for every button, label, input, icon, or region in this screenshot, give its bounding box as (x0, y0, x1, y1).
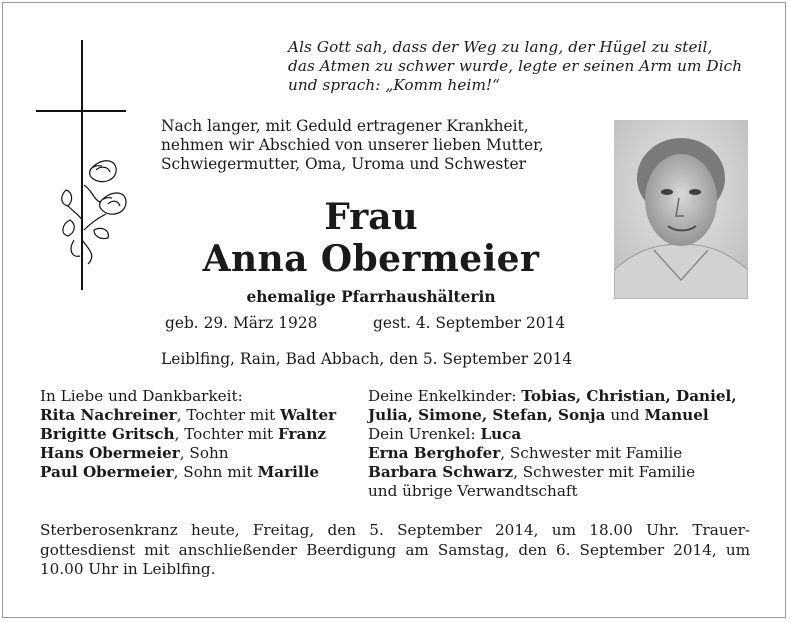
portrait-photo (614, 120, 748, 299)
mourner-line: Paul Obermeier, Sohn mit Marille (40, 463, 320, 481)
mourner-line: Rita Nachreiner, Tochter mit Walter (40, 406, 337, 424)
great-grandchild-line: Dein Urenkel: Luca (368, 425, 522, 443)
verse-line: Als Gott sah, dass der Weg zu lang, der Hügel zu steil, (288, 38, 713, 56)
place-and-date: Leiblfing, Rain, Bad Abbach, den 5. September 2014 (161, 350, 573, 368)
service-information (40, 521, 750, 580)
mourners-left (40, 387, 336, 482)
intro-line: Nach langer, mit Geduld ertragener Krankheit, (161, 117, 529, 135)
birth-date: geb. 29. März 1928 (165, 314, 318, 332)
deceased-name-block (161, 196, 581, 280)
intro-line: Schwiegermutter, Oma, Uroma und Schwester (161, 155, 526, 173)
footer-line: gottesdienst mit anschließender Beerdigung am Samstag, den 6. September 2014, um (40, 540, 750, 559)
announcement-text (161, 117, 581, 174)
mourner-line: Hans Obermeier, Sohn (40, 444, 229, 462)
cross-with-roses-icon (30, 40, 150, 290)
mourners-intro: In Liebe und Dankbarkeit: (40, 387, 243, 405)
intro-line: nehmen wir Abschied von unserer lieben Mutter, (161, 136, 544, 154)
grandchildren-line: Julia, Simone, Stefan, Sonja und Manuel (368, 406, 709, 424)
sister-line: Erna Berghofer, Schwester mit Familie (368, 444, 683, 462)
footer-line: 10.00 Uhr in Leiblfing. (40, 560, 216, 578)
death-date: gest. 4. September 2014 (373, 314, 566, 332)
footer-line: Sterberosenkranz heute, Freitag, den 5. September 2014, um 18.00 Uhr. Trauer- (40, 521, 750, 539)
sister-line: Barbara Schwarz, Schwester mit Familie (368, 463, 696, 481)
verse-quote (288, 38, 758, 95)
grandchildren-line: Deine Enkelkinder: Tobias, Christian, Daniel, (368, 387, 737, 405)
deceased-name: Anna Obermeier (202, 238, 540, 280)
verse-line: das Atmen zu schwer wurde, legte er seinen Arm um Dich (288, 57, 743, 75)
relatives-line: und übrige Verwandtschaft (368, 482, 578, 500)
mourner-line: Brigitte Gritsch, Tochter mit Franz (40, 425, 327, 443)
occupation: ehemalige Pfarrhaushälterin (246, 288, 496, 306)
salutation: Frau (324, 196, 418, 238)
verse-line: und sprach: „Komm heim!“ (288, 76, 501, 94)
mourners-right (368, 387, 737, 501)
